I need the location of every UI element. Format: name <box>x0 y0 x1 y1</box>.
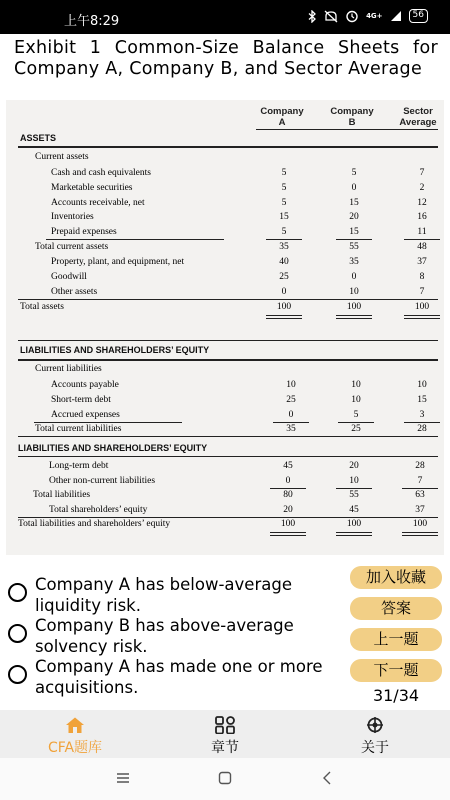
cell-b: 10 <box>349 287 359 297</box>
radio-button[interactable] <box>8 665 27 684</box>
cell-s: 100 <box>414 302 430 312</box>
nav-label: 章节 <box>211 740 239 756</box>
double-rule <box>270 535 306 536</box>
subtotal-rule <box>336 488 372 489</box>
cell-a: 5 <box>281 183 287 193</box>
cell-b: 5 <box>351 168 357 178</box>
double-rule <box>336 532 372 533</box>
back-icon[interactable] <box>320 770 334 786</box>
liabilities-rule <box>18 359 438 361</box>
double-rule <box>336 535 372 536</box>
current-liabilities-label: Current liabilities <box>35 364 102 374</box>
row-label: Accrued expenses <box>51 410 120 420</box>
cell-a: 35 <box>279 242 289 252</box>
question-title: Exhibit 1 Common-Size Balance Sheets for Company A, Company B, and Sector Average <box>14 38 438 79</box>
row-label: Accounts payable <box>51 380 119 390</box>
row-label: Long-term debt <box>49 461 109 471</box>
cell-b: 20 <box>349 212 359 222</box>
nav-item-chapters[interactable] <box>150 710 300 758</box>
cell-a: 35 <box>286 424 296 434</box>
row-label: Inventories <box>51 212 94 222</box>
cell-a: 45 <box>283 461 293 471</box>
total-liabilities-equity-label: Total liabilities and shareholders’ equity <box>18 519 171 529</box>
cell-a: 40 <box>279 257 289 267</box>
cell-s: 3 <box>419 410 425 420</box>
cell-b: 10 <box>351 395 361 405</box>
subtotal-rule <box>270 488 306 489</box>
home-button-icon[interactable] <box>218 770 232 786</box>
cell-a: 15 <box>279 212 289 222</box>
question-progress: 31/34 <box>372 686 420 705</box>
row-label: Accounts receivable, net <box>51 198 145 208</box>
subtotal-rule <box>404 239 440 240</box>
option-c[interactable] <box>0 654 340 697</box>
cell-s: 10 <box>417 380 427 390</box>
cell-a: 5 <box>281 198 287 208</box>
system-nav-bar <box>0 758 450 800</box>
cell-b: 10 <box>349 476 359 486</box>
cell-a: 0 <box>281 287 287 297</box>
bottom-nav <box>0 710 450 758</box>
subtotal-rule <box>266 239 302 240</box>
liabilities-header-2: LIABILITIES AND SHAREHOLDERS’ EQUITY <box>18 443 208 453</box>
double-rule <box>404 315 440 316</box>
alarm-icon <box>345 9 359 23</box>
section-rule <box>18 456 438 457</box>
double-rule <box>336 318 372 319</box>
cell-a: 100 <box>280 519 296 529</box>
home-icon <box>64 716 86 734</box>
subtotal-rule <box>338 422 374 423</box>
option-text: Company B has above-average solvency risk. <box>35 616 294 656</box>
total-current-assets-label: Total current assets <box>35 242 109 252</box>
exhibit-table <box>6 100 444 555</box>
double-rule <box>336 315 372 316</box>
row-label: Other non-current liabilities <box>49 476 156 486</box>
col-header-company-b: Company B <box>330 106 374 128</box>
double-rule <box>404 318 440 319</box>
cell-b: 15 <box>349 227 359 237</box>
option-a[interactable] <box>0 572 340 615</box>
total-rule <box>18 517 438 518</box>
cell-s: 2 <box>419 183 425 193</box>
nav-label: CFA题库 <box>47 740 103 756</box>
signal-icon <box>390 10 402 22</box>
current-assets-label: Current assets <box>35 152 89 162</box>
header-rule <box>256 129 438 130</box>
cell-b: 20 <box>349 461 359 471</box>
cell-s: 28 <box>415 461 425 471</box>
cell-b: 55 <box>349 242 359 252</box>
cell-b: 45 <box>349 505 359 515</box>
double-rule <box>270 532 306 533</box>
network-indicator: 4G+ <box>366 11 383 20</box>
col-header-sector-average: Sector Average <box>399 106 437 128</box>
compass-icon <box>364 716 386 734</box>
subtotal-rule <box>34 422 182 423</box>
double-rule <box>266 318 302 319</box>
cell-s: 11 <box>417 227 427 237</box>
cell-a: 10 <box>286 380 296 390</box>
nav-label: 关于 <box>361 740 389 756</box>
subtotal-rule <box>402 488 438 489</box>
assets-header: ASSETS <box>20 133 57 143</box>
row-label: Cash and cash equivalents <box>51 168 151 178</box>
total-rule <box>18 299 438 300</box>
cell-s: 8 <box>419 272 425 282</box>
cell-s: 12 <box>417 198 427 208</box>
assets-rule <box>18 146 438 148</box>
mute-icon <box>324 10 338 23</box>
liabilities-header: LIABILITIES AND SHAREHOLDERS’ EQUITY <box>20 345 210 355</box>
cell-b: 25 <box>351 424 361 434</box>
subtotal-rule <box>336 239 372 240</box>
radio-button[interactable] <box>8 583 27 602</box>
next-question-button[interactable]: 下一题 <box>350 659 442 682</box>
row-label: Short-term debt <box>51 395 111 405</box>
row-label: Marketable securities <box>51 183 133 193</box>
cell-s: 100 <box>412 519 428 529</box>
cell-b: 10 <box>351 380 361 390</box>
cell-a: 25 <box>286 395 296 405</box>
cell-s: 63 <box>415 490 425 500</box>
cell-s: 28 <box>417 424 427 434</box>
previous-question-button[interactable]: 上一题 <box>350 628 442 651</box>
liabilities-top-rule <box>18 340 438 341</box>
option-text: Company A has below-average liquidity risk. <box>35 575 292 615</box>
row-label: Goodwill <box>51 272 87 282</box>
cell-a: 80 <box>283 490 293 500</box>
cell-b: 55 <box>349 490 359 500</box>
status-icons <box>308 9 428 23</box>
cell-b: 100 <box>346 302 362 312</box>
cell-b: 5 <box>353 410 359 420</box>
cell-s: 37 <box>415 505 425 515</box>
grid-icon <box>214 716 236 734</box>
cell-b: 0 <box>351 272 357 282</box>
subtotal-rule <box>273 422 309 423</box>
cell-s: 7 <box>417 476 423 486</box>
double-rule <box>266 315 302 316</box>
cell-s: 15 <box>417 395 427 405</box>
row-label: Other assets <box>51 287 98 297</box>
cell-a: 0 <box>288 410 294 420</box>
total-current-liabilities-label: Total current liabilities <box>35 424 122 434</box>
cell-a: 0 <box>285 476 291 486</box>
subtotal-rule <box>404 422 440 423</box>
cell-s: 48 <box>417 242 427 252</box>
cell-s: 16 <box>417 212 427 222</box>
nav-item-cfa-bank[interactable] <box>0 710 150 758</box>
cell-a: 20 <box>283 505 293 515</box>
total-assets-label: Total assets <box>20 302 64 312</box>
section-rule <box>18 436 438 437</box>
cell-s: 37 <box>417 257 427 267</box>
cell-a: 5 <box>281 227 287 237</box>
answer-button[interactable]: 答案 <box>350 597 442 620</box>
option-b[interactable] <box>0 613 340 656</box>
subtotal-rule <box>46 239 224 240</box>
bluetooth-icon <box>308 10 317 23</box>
cell-a: 25 <box>279 272 289 282</box>
double-rule <box>402 532 438 533</box>
battery-indicator: 56 <box>409 9 428 23</box>
double-rule <box>402 535 438 536</box>
nav-item-about[interactable] <box>300 710 450 758</box>
cell-b: 0 <box>351 183 357 193</box>
cell-s: 7 <box>419 287 425 297</box>
total-liabilities-label: Total liabilities <box>33 490 91 500</box>
menu-icon[interactable] <box>116 770 130 786</box>
cell-b: 35 <box>349 257 359 267</box>
add-favorite-button[interactable]: 加入收藏 <box>350 566 442 589</box>
cell-a: 100 <box>276 302 292 312</box>
radio-button[interactable] <box>8 624 27 643</box>
row-label: Prepaid expenses <box>51 227 117 237</box>
cell-a: 5 <box>281 168 287 178</box>
option-text: Company A has made one or more acquisitions. <box>35 657 323 697</box>
col-header-company-a: Company A <box>260 106 304 128</box>
status-bar <box>0 0 450 34</box>
status-time: 上午8:29 <box>64 14 120 29</box>
cell-b: 15 <box>349 198 359 208</box>
cell-s: 7 <box>419 168 425 178</box>
cell-b: 100 <box>346 519 362 529</box>
total-equity-label: Total shareholders’ equity <box>49 505 148 515</box>
row-label: Property, plant, and equipment, net <box>51 257 185 267</box>
